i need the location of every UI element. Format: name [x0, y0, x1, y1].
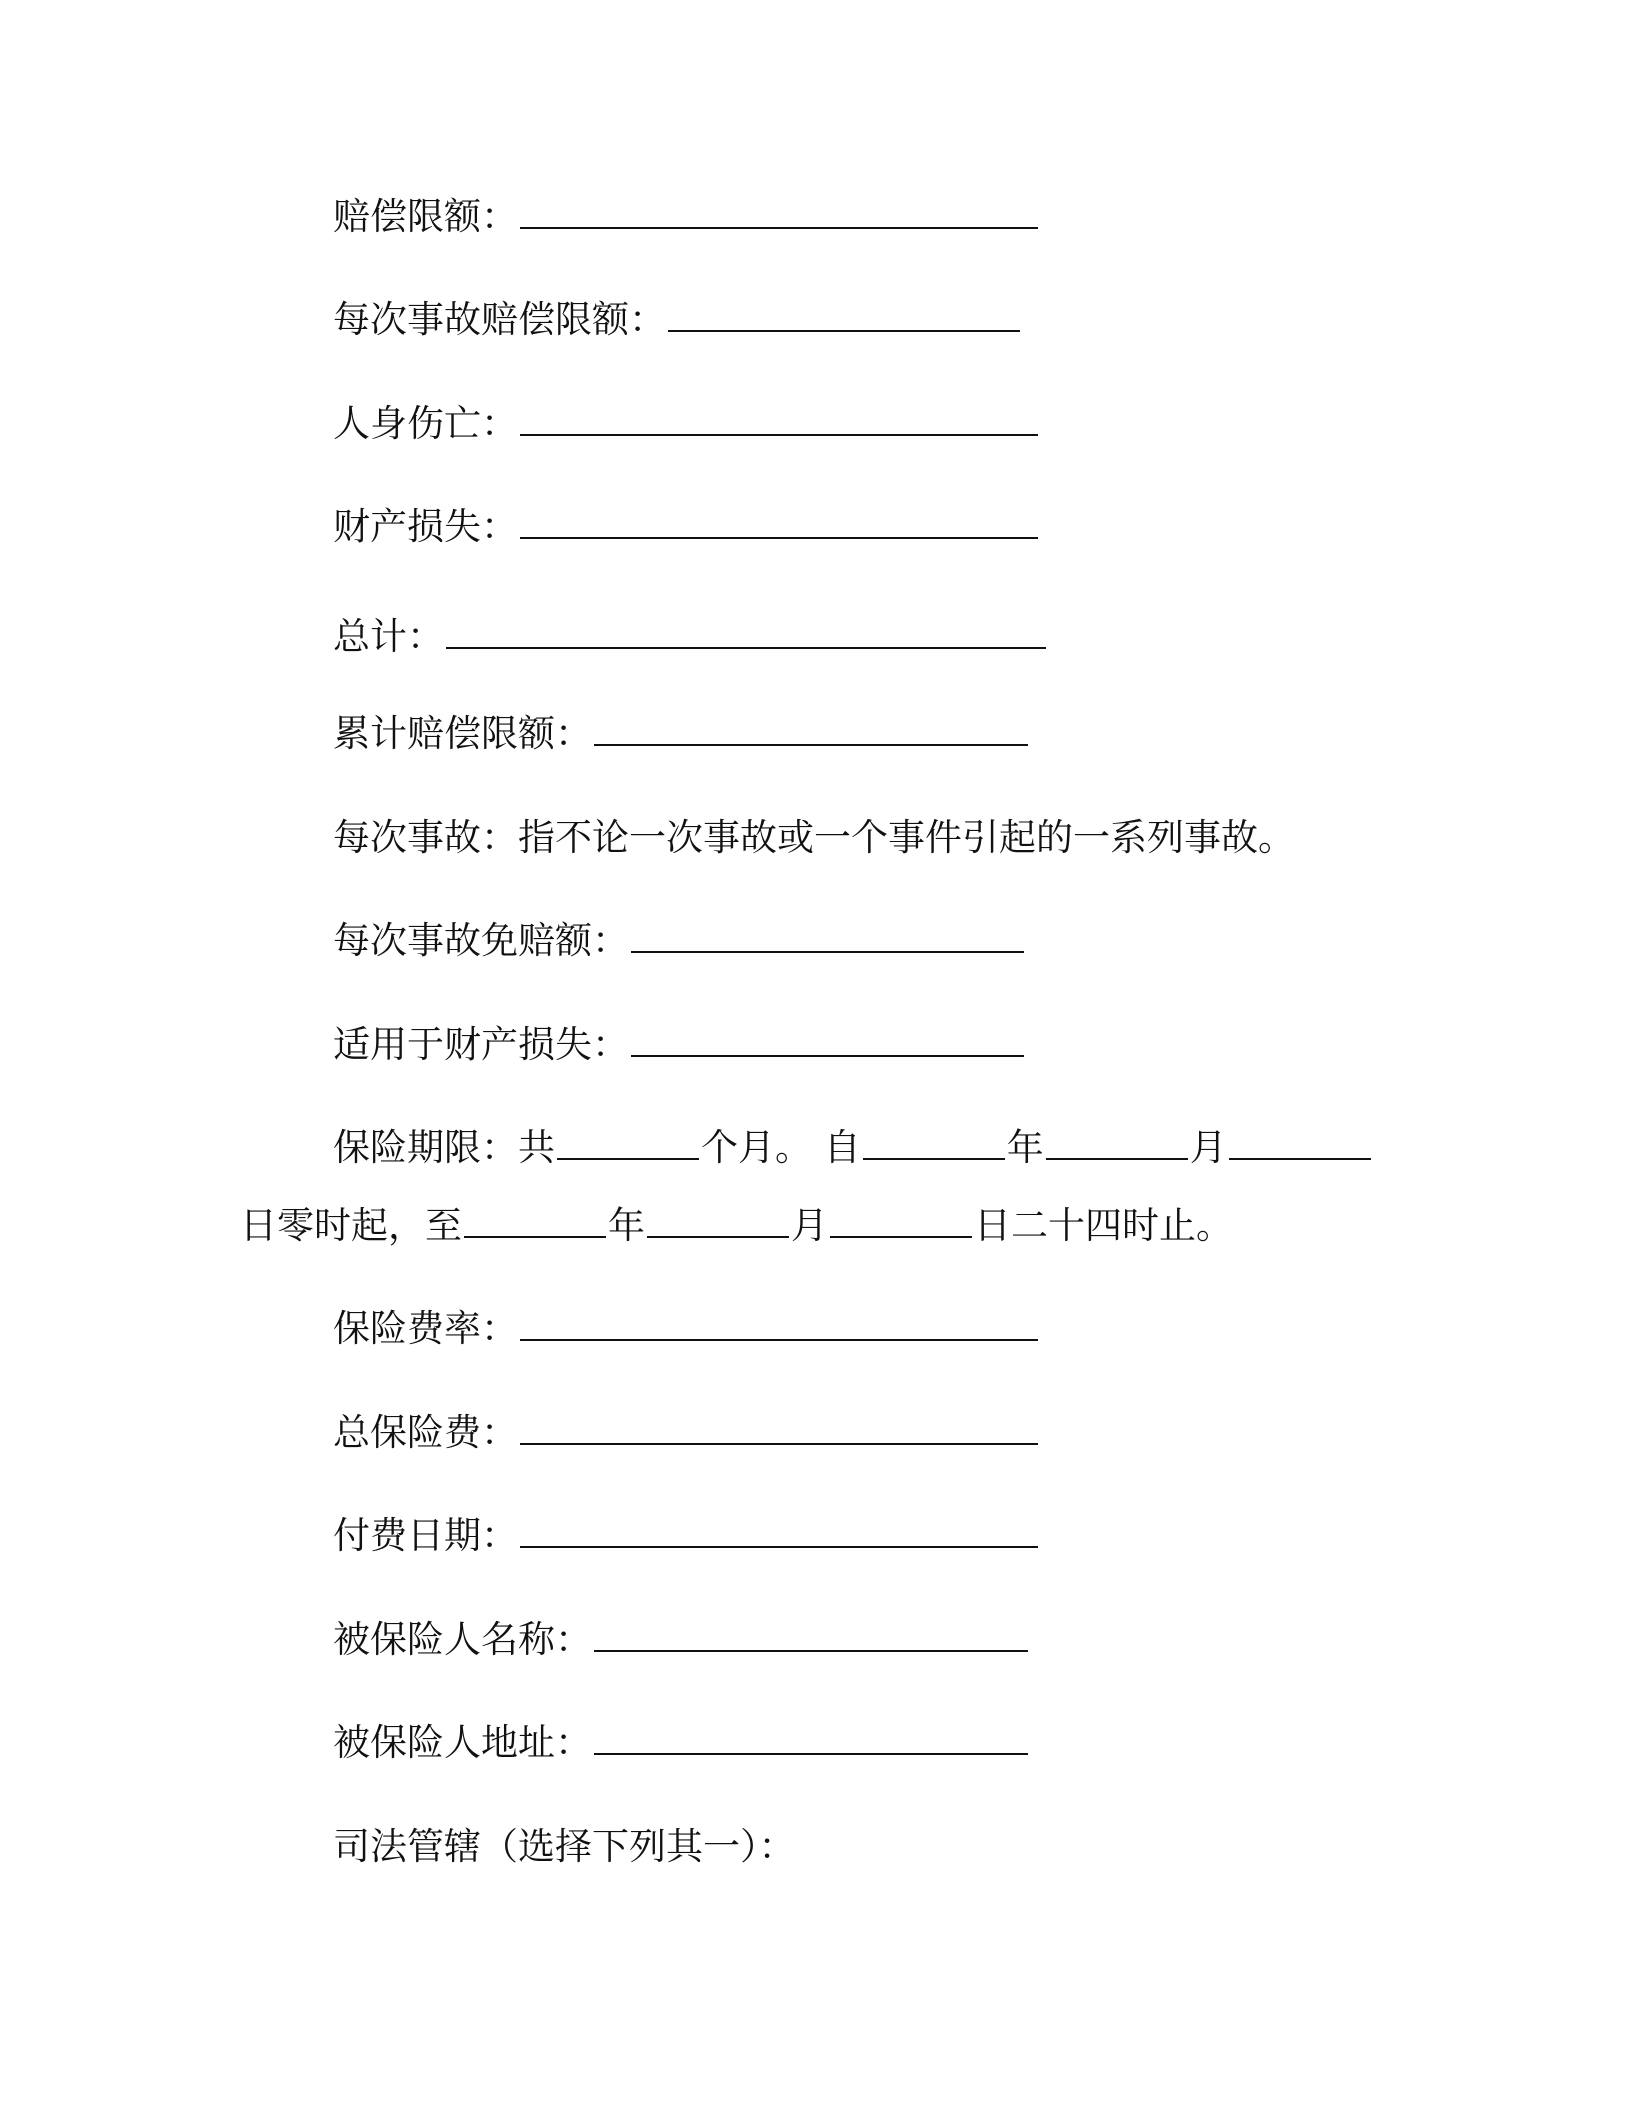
- row-aggregate-limit: [333, 710, 1030, 758]
- period-year2-text: 年: [608, 1204, 645, 1247]
- row-property-loss: [333, 503, 1040, 551]
- blank-field[interactable]: [668, 300, 1020, 332]
- blank-start-month[interactable]: [1046, 1128, 1188, 1160]
- row-label: 赔偿限额：: [333, 195, 518, 238]
- period-day1-text: 日零时起，至: [240, 1204, 462, 1247]
- blank-start-day[interactable]: [1229, 1128, 1371, 1160]
- row-per-accident-limit: [333, 296, 1022, 344]
- period-year1-text: 年: [1006, 1126, 1044, 1169]
- blank-field[interactable]: [594, 1620, 1028, 1652]
- blank-field[interactable]: [594, 1723, 1028, 1755]
- blank-field[interactable]: [520, 197, 1038, 229]
- blank-field[interactable]: [631, 921, 1024, 953]
- row-label: 财产损失：: [333, 505, 518, 548]
- blank-end-day[interactable]: [830, 1206, 972, 1238]
- row-label: 累计赔偿限额：: [333, 712, 592, 755]
- blank-field[interactable]: [520, 1309, 1038, 1341]
- definition-text: 每次事故：指不论一次事故或一个事件引起的一系列事故。: [333, 816, 1295, 859]
- blank-field[interactable]: [520, 507, 1038, 539]
- row-jurisdiction: [333, 1823, 796, 1871]
- row-label: 总计：: [333, 615, 444, 658]
- blank-field[interactable]: [446, 617, 1046, 649]
- row-compensation-limit: [333, 193, 1040, 241]
- row-label: 被保险人名称：: [333, 1618, 592, 1661]
- period-day2-text: 日二十四时止。: [974, 1204, 1233, 1247]
- blank-field[interactable]: [631, 1025, 1024, 1057]
- blank-start-year[interactable]: [863, 1128, 1005, 1160]
- row-deductible: [333, 917, 1026, 965]
- period-months-text: 个月。 自: [701, 1126, 861, 1169]
- row-insurance-period: [333, 1124, 1373, 1172]
- row-payment-date: [333, 1512, 1040, 1560]
- row-label: 每次事故免赔额：: [333, 919, 629, 962]
- row-insured-name: [333, 1616, 1030, 1664]
- blank-field[interactable]: [594, 714, 1028, 746]
- blank-end-month[interactable]: [647, 1206, 789, 1238]
- row-premium-rate: [333, 1305, 1040, 1353]
- blank-field[interactable]: [520, 1413, 1038, 1445]
- row-insurance-period-continued: [240, 1202, 1233, 1250]
- row-label: 人身伤亡：: [333, 402, 518, 445]
- row-label: 适用于财产损失：: [333, 1023, 629, 1066]
- period-lead: 保险期限：共: [333, 1126, 555, 1169]
- row-label: 付费日期：: [333, 1514, 518, 1557]
- row-personal-injury: [333, 400, 1040, 448]
- row-label: 被保险人地址：: [333, 1721, 592, 1764]
- blank-field[interactable]: [520, 1516, 1038, 1548]
- row-label: 保险费率：: [333, 1307, 518, 1350]
- row-total-premium: [333, 1409, 1040, 1457]
- period-month1-text: 月: [1189, 1126, 1227, 1169]
- row-label: 总保险费：: [333, 1411, 518, 1454]
- blank-end-year[interactable]: [464, 1206, 606, 1238]
- row-insured-address: [333, 1719, 1030, 1767]
- row-per-accident-definition: [333, 814, 1295, 862]
- row-label: 每次事故赔偿限额：: [333, 298, 666, 341]
- row-applicable-property: [333, 1021, 1026, 1069]
- row-total: [333, 613, 1048, 661]
- period-month2-text: 月: [791, 1204, 828, 1247]
- blank-months[interactable]: [557, 1128, 699, 1160]
- blank-field[interactable]: [520, 404, 1038, 436]
- jurisdiction-label: 司法管辖（选择下列其一）：: [333, 1825, 796, 1868]
